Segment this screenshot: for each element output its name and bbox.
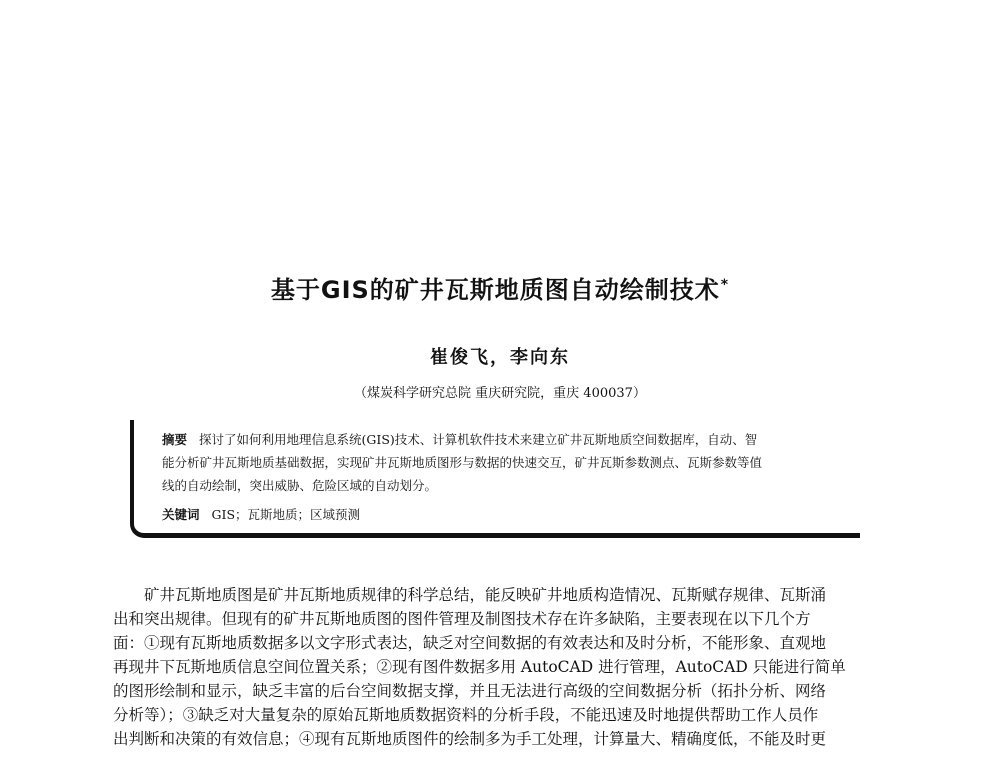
body-line: 出和突出规律。但现有的矿井瓦斯地质图的图件管理及制图技术存在许多缺陷，主要表现在以下几个方 — [113, 610, 811, 628]
abstract-line-1 — [162, 428, 860, 451]
abstract-line-2: 能分析矿井瓦斯地质基础数据，实现矿井瓦斯地质图形与数据的快速交互，矿井瓦斯参数测点、瓦斯参数等值 — [162, 455, 763, 470]
abstract-box — [130, 420, 860, 538]
body-text — [113, 583, 903, 751]
abstract-text-1: 探讨了如何利用地理信息系统(GIS)技术、计算机软件技术来建立矿井瓦斯地质空间数据库，自动、智 — [199, 432, 758, 447]
paper-title — [0, 270, 1000, 305]
body-line: 出判断和决策的有效信息；④现有瓦斯地质图件的绘制多为手工处理，计算量大、精确度低，不能及时更 — [113, 730, 827, 748]
paper-affiliation: （煤炭科学研究总院 重庆研究院，重庆 400037） — [354, 386, 646, 401]
paper-authors: 崔俊飞，李向东 — [430, 347, 570, 368]
abstract-label: 摘要 — [162, 432, 188, 447]
body-line: 面：①现有瓦斯地质数据多以文字形式表达，缺乏对空间数据的有效表达和及时分析，不能形象、直观地 — [113, 634, 827, 652]
body-line: 的图形绘制和显示，缺乏丰富的后台空间数据支撑，并且无法进行高级的空间数据分析（拓扑分析、网络 — [113, 682, 827, 700]
keywords-text: GIS；瓦斯地质；区域预测 — [211, 507, 361, 522]
paper-title-text: 基于GIS的矿井瓦斯地质图自动绘制技术 — [270, 276, 720, 304]
body-line: 分析等）；③缺乏对大量复杂的原始瓦斯地质数据资料的分析手段，不能迅速及时地提供帮助工作人员作 — [113, 706, 819, 724]
keywords-label: 关键词 — [162, 507, 200, 522]
keywords-line — [162, 503, 860, 526]
title-footnote-mark: * — [720, 277, 730, 293]
body-line: 再现井下瓦斯地质信息空间位置关系；②现有图件数据多用 AutoCAD 进行管理，AutoCAD 只能进行简单 — [113, 658, 846, 676]
abstract-line-3: 线的自动绘制，突出威胁、危险区域的自动划分。 — [162, 478, 438, 493]
body-line: 矿井瓦斯地质图是矿井瓦斯地质规律的科学总结，能反映矿井地质构造情况、瓦斯赋存规律、瓦斯涌 — [144, 586, 827, 604]
